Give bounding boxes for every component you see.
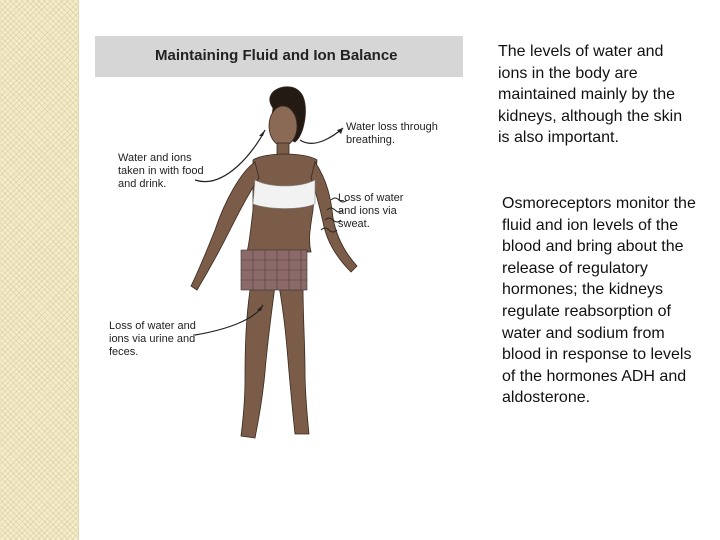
figure-title: Maintaining Fluid and Ion Balance [155,47,398,64]
head-shape [269,106,297,146]
figure-title-bar [95,36,463,77]
decorative-side-band [0,0,79,540]
left-leg-shape [241,284,275,438]
neck-shape [277,143,289,155]
sweat-loss-annotation: Loss of water and ions via sweat. [338,192,404,230]
right-leg-shape [279,284,309,434]
body-paragraph-1: The levels of water and ions in the body are maintained mainly by the kidneys, although the skin is also important. [498,43,683,147]
breathing-loss-annotation: Water loss through breathing. [346,121,438,146]
body-paragraph-2: Osmoreceptors monitor the fluid and ion levels of the blood and bring about the release of regulatory hormones; the kidneys regulate reabsorption of water and sodium from blood in response to levels of the hormones ADH and aldosterone. [502,195,696,407]
water-intake-annotation: Water and ions taken in with food and drink. [118,152,204,190]
breathing-arrow [300,128,343,143]
urine-loss-annotation: Loss of water and ions via urine and feces. [109,320,196,358]
breathing-arrowhead [337,128,343,134]
